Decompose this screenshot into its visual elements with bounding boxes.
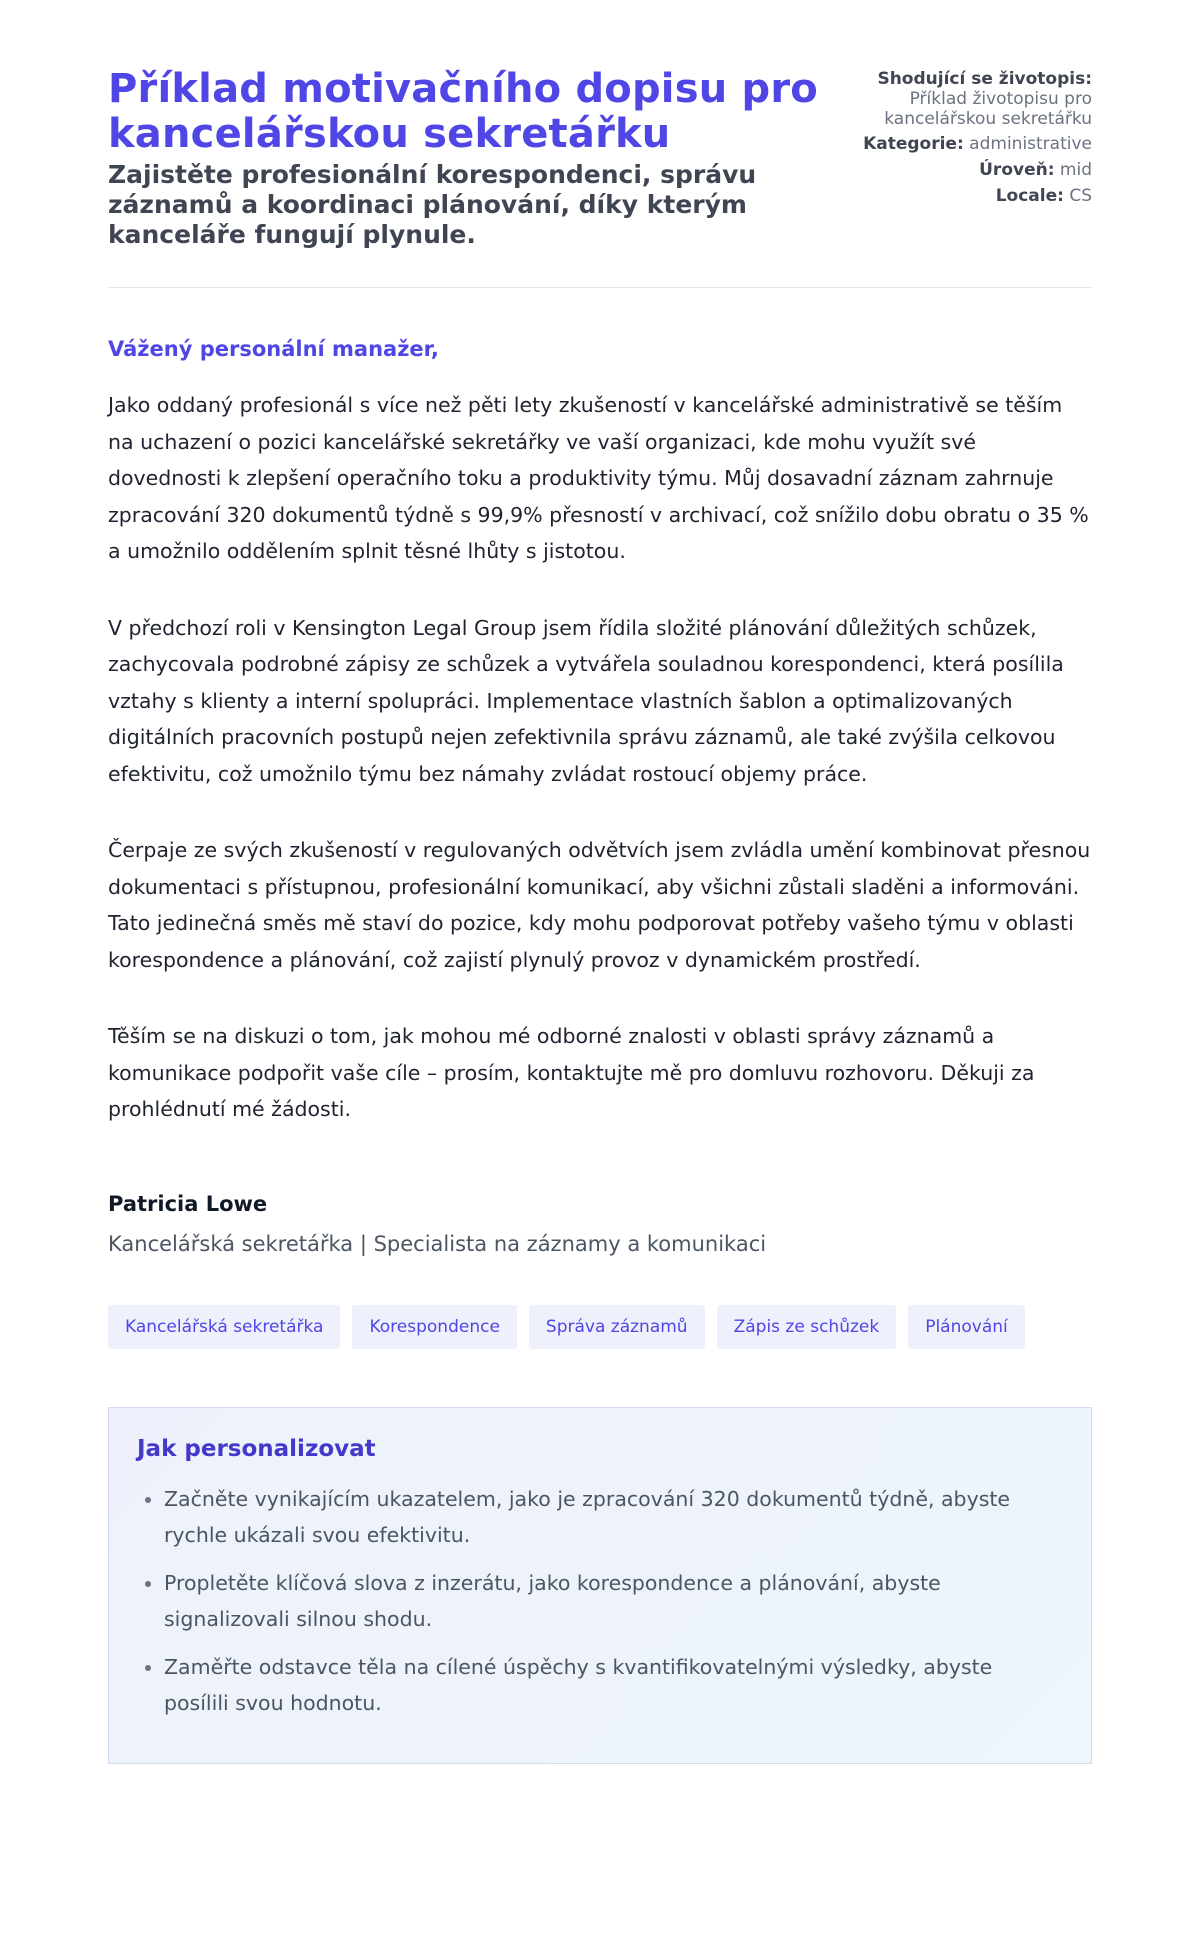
- meta-locale: [832, 186, 1092, 206]
- letter-paragraph: V předchozí roli v Kensington Legal Group jsem řídila složité plánování důležitých schůzek, zachycovala podrobné zápisy ze schůzek a vytvářela souladnou korespondenci, která posílila vztahy s klienty a interní spolupráci. Implementace vlastních šablon a optimalizovaných digitálních pracovních postupů nejen zefektivnila správu záznamů, ale také zvýšila celkovou efektivitu, což umožnilo týmu bez námahy zvládat rostoucí objemy práce.: [108, 615, 1064, 786]
- tip-item: • Propletěte klíčová slova z inzerátu, jako korespondence a plánování, abyste signalizovali silnou shodu.: [164, 1565, 1063, 1637]
- letter-paragraph: Těším se na diskuzi o tom, jak mohou mé odborné znalosti v oblasti správy záznamů a komunikace podpořit vaše cíle – prosím, kontaktujte mě pro domluvu rozhovoru. Děkuji za prohlédnutí mé žádosti.: [108, 1024, 1035, 1121]
- signature: [108, 1191, 1092, 1257]
- meta-category: [832, 134, 1092, 154]
- salutation: Vážený personální manažer,: [108, 337, 439, 361]
- meta-category-label: Kategorie:: [863, 134, 964, 154]
- tag: Kancelářská sekretářka: [108, 1305, 340, 1349]
- meta-category-value: administrative: [969, 134, 1092, 154]
- meta-locale-label: Locale:: [995, 186, 1064, 206]
- tips-list: [137, 1481, 1063, 1721]
- tag: Zápis ze schůzek: [717, 1305, 897, 1349]
- signature-name: Patricia Lowe: [108, 1191, 268, 1216]
- page-subtitle: Zajistěte profesionální korespondenci, správu záznamů a koordinaci plánování, díky kterým kanceláře fungují plynule.: [108, 160, 757, 249]
- meta-level: [832, 160, 1092, 180]
- meta-resume-label: Shodující se životopis:: [877, 69, 1092, 89]
- page-title: Příklad motivačního dopisu pro kancelářskou sekretářku: [108, 66, 818, 157]
- letter-paragraph: Čerpaje ze svých zkušeností v regulovaných odvětvích jsem zvládla umění kombinovat přesnou dokumentaci s přístupnou, profesionální komunikací, aby všichni zůstali sladěni a informováni. Tato jedinečná směs mě staví do pozice, kdy mohu podporovat potřeby vašeho týmu v oblasti korespondence a plánování, což zajistí plynulý provoz v dynamickém prostředí.: [108, 838, 1091, 972]
- keyword-tags: [108, 1305, 1092, 1349]
- meta-locale-value: CS: [1069, 186, 1092, 206]
- tag: Plánování: [908, 1305, 1025, 1349]
- meta-level-value: mid: [1059, 160, 1092, 180]
- header-titles: [108, 67, 828, 250]
- tips-title: Jak personalizovat: [137, 1435, 376, 1462]
- signature-role: Kancelářská sekretářka | Specialista na záznamy a komunikaci: [108, 1231, 767, 1256]
- tip-item: • Zaměřte odstavce těla na cílené úspěchy s kvantifikovatelnými výsledky, abyste posílili svou hodnotu.: [164, 1649, 1063, 1721]
- header-divider: [108, 287, 1092, 288]
- meta-panel: [832, 67, 1092, 212]
- page-header: [108, 0, 1092, 250]
- tag: Korespondence: [352, 1305, 516, 1349]
- personalization-tips: [108, 1407, 1092, 1764]
- tag: Správa záznamů: [529, 1305, 705, 1349]
- meta-resume: [832, 69, 1092, 129]
- letter-paragraph: Jako oddaný profesionál s více než pěti lety zkušeností v kancelářské administrativě se těším na uchazení o pozici kancelářské sekretářky ve vaší organizaci, kde mohu využít své dovednosti k zlepšení operačního toku a produktivity týmu. Můj dosavadní záznam zahrnuje zpracování 320 dokumentů týdně s 99,9% přesností v archivací, což snížilo dobu obratu o 35 % a umožnilo oddělením splnit těsné lhůty s jistotou.: [108, 393, 1089, 563]
- tip-item: • Začněte vynikajícím ukazatelem, jako je zpracování 320 dokumentů týdně, abyste rychle ukázali svou efektivitu.: [164, 1481, 1063, 1553]
- meta-level-label: Úroveň:: [979, 160, 1055, 180]
- meta-resume-value: Příklad životopisu pro kancelářskou sekretářku: [884, 89, 1092, 129]
- letter-body: [108, 336, 1092, 1128]
